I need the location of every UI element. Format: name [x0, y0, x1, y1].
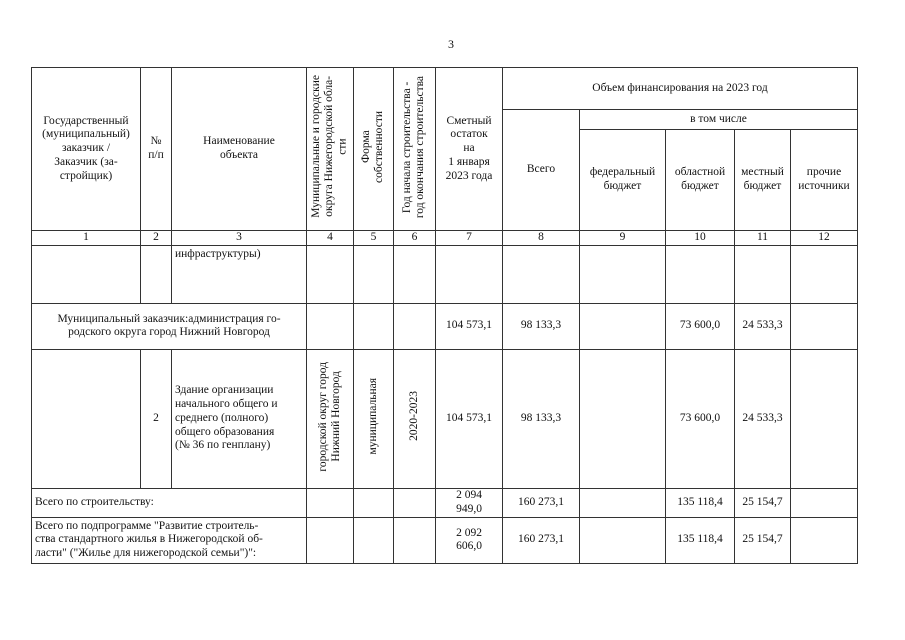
col-num: 6: [394, 231, 436, 246]
object-regional: 73 600,0: [666, 349, 735, 488]
col-num: 3: [172, 231, 307, 246]
col-num: 8: [503, 231, 580, 246]
customer-local: 24 533,3: [735, 303, 791, 349]
subprogram-total-balance: 2 092 606,0: [436, 517, 503, 563]
object-balance: 104 573,1: [436, 349, 503, 488]
page-number: 3: [448, 37, 454, 51]
col-num: 11: [735, 231, 791, 246]
header-ownership-cell: [354, 68, 394, 231]
customer-label: Муниципальный заказчик:администрация го- родского округа город Нижний Новгород: [32, 303, 307, 349]
header-funding-title: Объем финансирования на 2023 год: [503, 68, 858, 110]
col-num: 7: [436, 231, 503, 246]
table-row: [32, 488, 858, 517]
construction-total-local: 25 154,7: [735, 488, 791, 517]
header-years: Год начала строительства - год окончания строительства: [401, 75, 427, 218]
header-object-name: Наименование объекта: [172, 68, 307, 231]
col-num: 4: [307, 231, 354, 246]
object-years-cell: [394, 349, 436, 488]
construction-total-label: Всего по строительству:: [32, 488, 307, 517]
header-years-cell: [394, 68, 436, 231]
subprogram-total-local: 25 154,7: [735, 517, 791, 563]
object-municipality-cell: [307, 349, 354, 488]
header-including: в том числе: [580, 110, 858, 130]
header-balance: Сметный остаток на 1 января 2023 года: [436, 68, 503, 231]
header-customer: Государственный (муниципальный) заказчик / Заказчик (за- стройщик): [32, 68, 141, 231]
construction-total-balance: 2 094 949,0: [436, 488, 503, 517]
object-total: 98 133,3: [503, 349, 580, 488]
object-continuation: инфраструктуры): [172, 245, 307, 303]
header-municipality: Муниципальные и городские округа Нижегородской обла- сти: [310, 75, 349, 218]
object-years: 2020-2023: [407, 391, 420, 442]
construction-total-regional: 135 118,4: [666, 488, 735, 517]
col-num: 12: [791, 231, 858, 246]
header-ownership: Форма собственности: [360, 110, 386, 183]
table-row: [32, 517, 858, 563]
subprogram-total-label: Всего по подпрограмме "Развитие строитель- ства стандартного жилья в Нижегородской об- ласти" ("Жилье для нижегородской семьи")":: [32, 517, 307, 563]
table-row: [32, 303, 858, 349]
header-federal: федеральный бюджет: [580, 130, 666, 231]
table-row: [32, 245, 858, 303]
construction-total-total: 160 273,1: [503, 488, 580, 517]
col-num: 5: [354, 231, 394, 246]
object-local: 24 533,3: [735, 349, 791, 488]
object-ownership: муниципальная: [366, 378, 379, 455]
header-regional: областной бюджет: [666, 130, 735, 231]
object-municipality: городской округ город Нижний Новгород: [316, 361, 342, 472]
col-num: 2: [141, 231, 172, 246]
col-num: 9: [580, 231, 666, 246]
header-other: прочие источники: [791, 130, 858, 231]
col-num: 1: [32, 231, 141, 246]
customer-total: 98 133,3: [503, 303, 580, 349]
financing-table: [31, 67, 858, 564]
subprogram-total-total: 160 273,1: [503, 517, 580, 563]
object-name: Здание организации начального общего и среднего (полного) общего образования (№ 36 по генплану): [172, 349, 307, 488]
subprogram-total-regional: 135 118,4: [666, 517, 735, 563]
table-row: [32, 349, 858, 488]
customer-regional: 73 600,0: [666, 303, 735, 349]
object-ownership-cell: [354, 349, 394, 488]
column-number-row: [32, 231, 858, 246]
header-total: Всего: [503, 110, 580, 231]
object-num: 2: [141, 349, 172, 488]
header-local: местный бюджет: [735, 130, 791, 231]
header-num: № п/п: [141, 68, 172, 231]
header-municipality-cell: [307, 68, 354, 231]
col-num: 10: [666, 231, 735, 246]
customer-balance: 104 573,1: [436, 303, 503, 349]
